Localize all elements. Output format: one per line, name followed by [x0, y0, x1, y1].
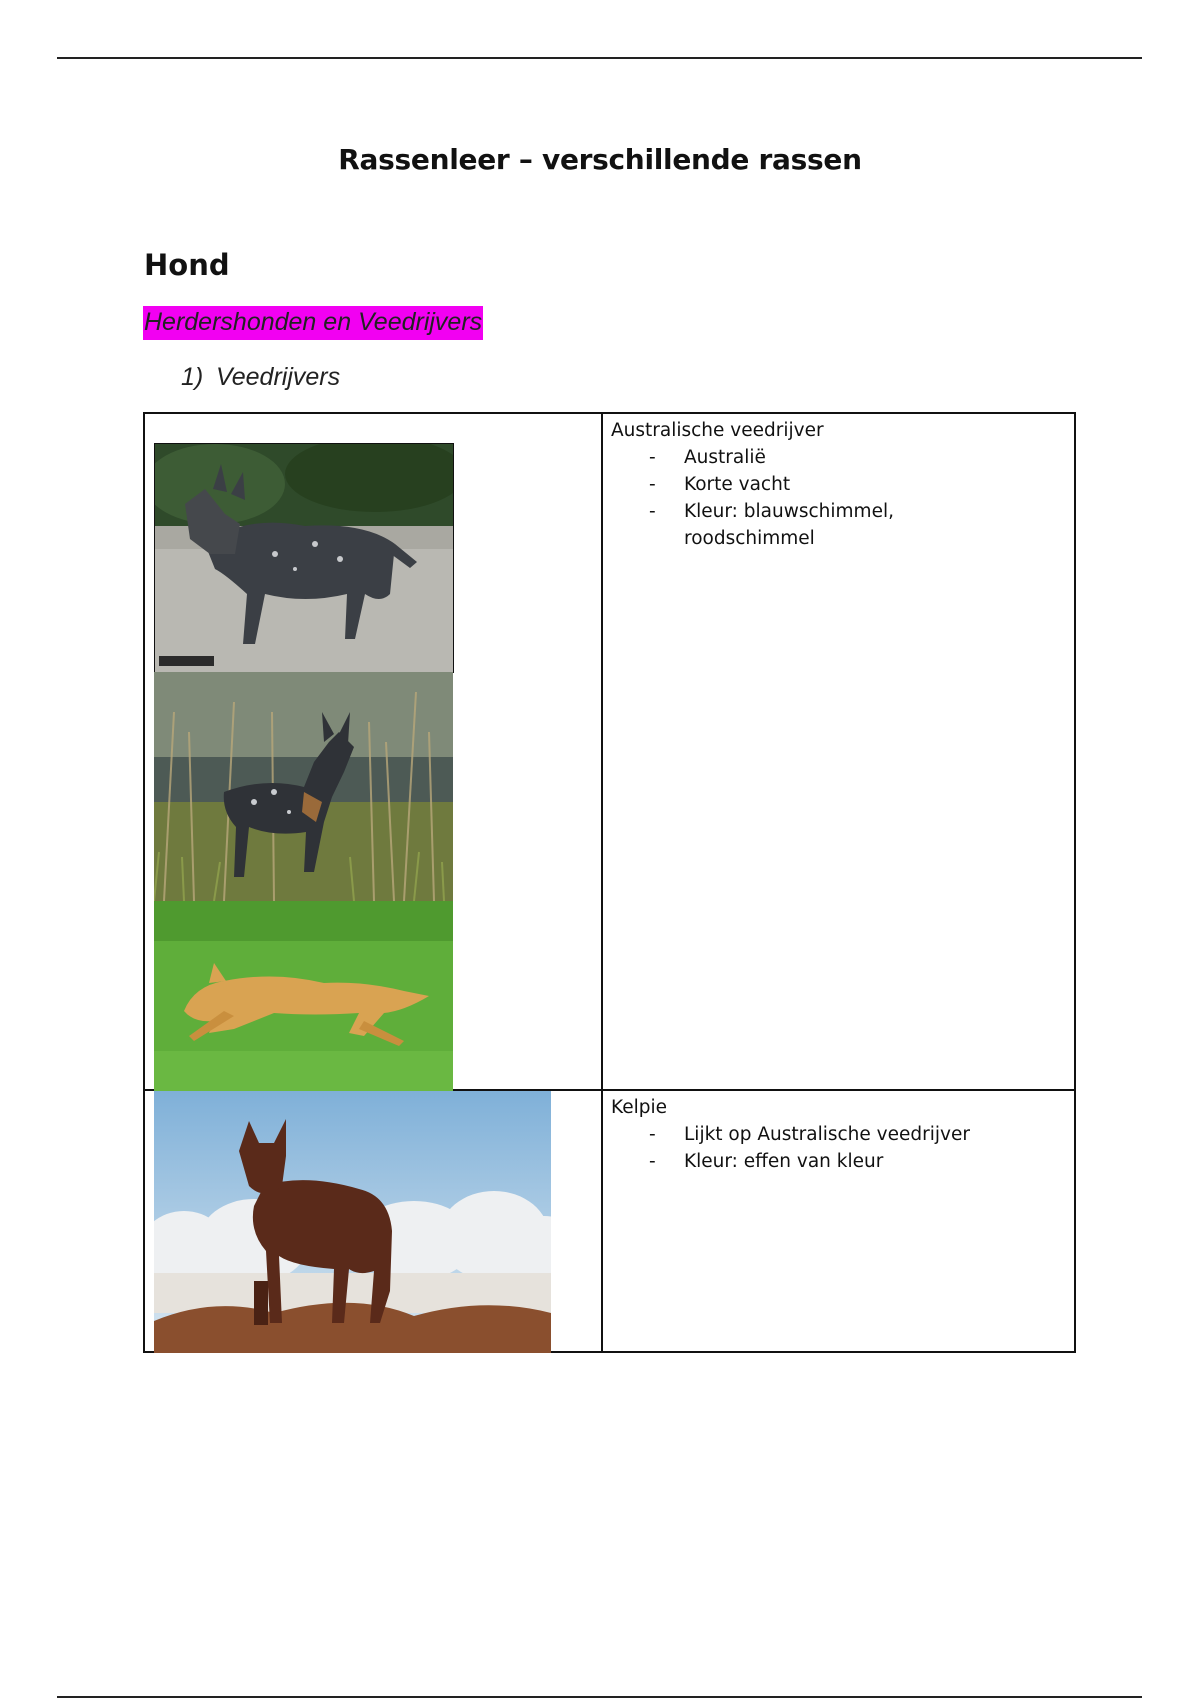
breed-photos-cell: [144, 1090, 602, 1352]
blue-heeler-in-grass-photo: [154, 672, 453, 901]
footer-rule: [57, 1696, 1142, 1698]
header-rule: [57, 57, 1142, 59]
breed-info-cell: [602, 413, 1075, 1090]
breed-traits-list: [611, 444, 1066, 552]
breed-info-cell: [602, 1090, 1075, 1352]
subsection-number: 1): [181, 363, 204, 391]
trait-item: - Kleur: blauwschimmel, roodschimmel: [611, 498, 984, 552]
breed-name: Australische veedrijver: [611, 420, 824, 441]
subsection-label: Veedrijvers: [216, 363, 341, 391]
breeds-table: [143, 412, 1076, 1353]
group-heading: Herdershonden en Veedrijvers: [143, 306, 483, 340]
section-heading: Hond: [144, 248, 230, 282]
breed-row: [144, 1090, 1075, 1352]
page-title: Rassenleer – verschillende rassen: [338, 143, 862, 176]
trait-item: - Lijkt op Australische veedrijver: [611, 1121, 984, 1148]
breed-photos-cell: [144, 413, 602, 1090]
breed-traits-list: [611, 1121, 1066, 1175]
brown-kelpie-photo: [154, 1091, 551, 1353]
breed-row: [144, 413, 1075, 1090]
red-dog-running-photo: [154, 901, 453, 1091]
breed-name: Kelpie: [611, 1097, 667, 1118]
trait-item: - Korte vacht: [611, 471, 984, 498]
trait-item: - Australië: [611, 444, 984, 471]
trait-item: - Kleur: effen van kleur: [611, 1148, 984, 1175]
blue-heeler-on-road-photo: [154, 443, 454, 673]
subsection-heading: [181, 363, 340, 392]
